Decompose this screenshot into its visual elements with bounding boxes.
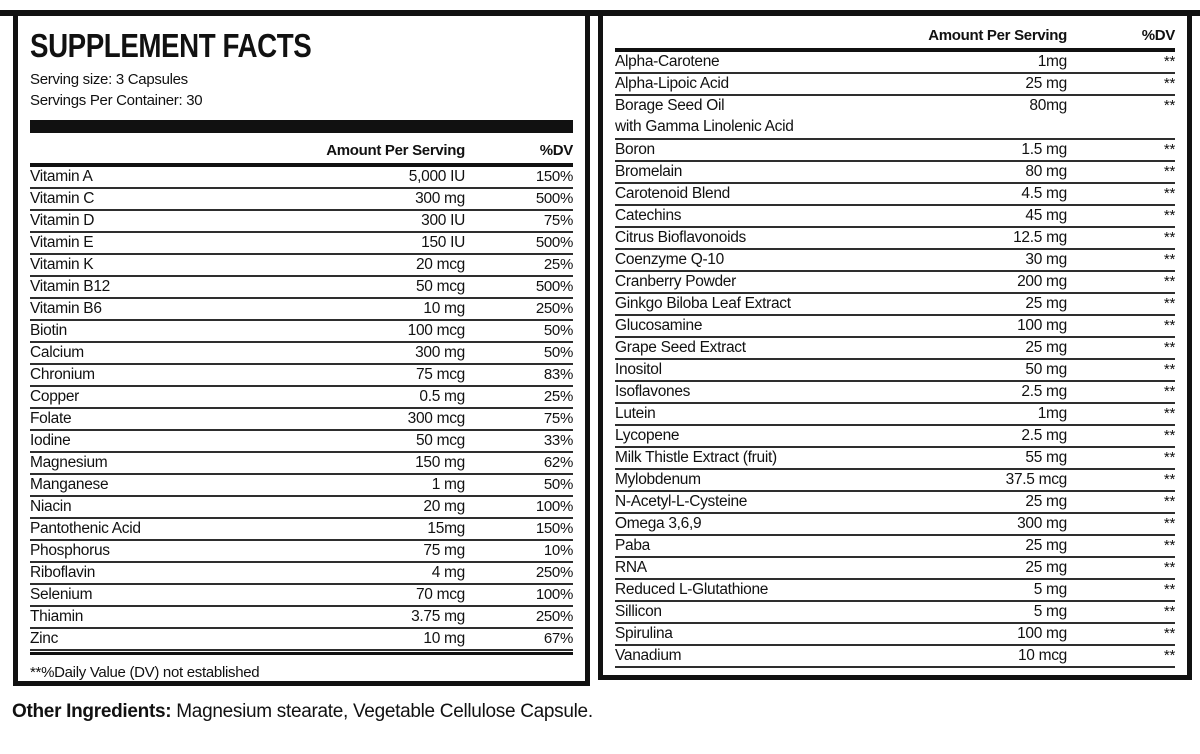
ingredient-name: Milk Thistle Extract (fruit) [615,449,777,466]
dv-value: ** [1163,383,1175,400]
amount-value: 100 mcg [407,322,465,339]
amount-value: 300 mcg [407,410,465,427]
dv-value: 150% [535,168,573,185]
table-row [30,277,573,299]
table-row [30,497,573,519]
amount-per-serving-header: Amount Per Serving [326,142,465,159]
ingredient-name: Citrus Bioflavonoids [615,229,746,246]
table-row [30,387,573,409]
amount-value: 150 IU [421,234,465,251]
dv-value: ** [1163,647,1175,664]
dv-value: ** [1163,361,1175,378]
ingredient-name: Lycopene [615,427,680,444]
amount-value: 150 mg [415,454,465,471]
ingredient-name: Copper [30,388,80,405]
ingredient-name: Spirulina [615,625,673,642]
amount-value: 1mg [1037,53,1067,70]
dv-value: 500% [535,190,573,207]
ingredient-name: Vitamin D [30,212,95,229]
table-row [30,409,573,431]
amount-value: 300 IU [421,212,465,229]
table-row [30,321,573,343]
ingredient-name: Alpha-Carotene [615,53,720,70]
ingredient-name: Riboflavin [30,564,96,581]
amount-value: 50 mg [1025,361,1067,378]
dv-value: 10% [543,542,573,559]
ingredient-name: Phosphorus [30,542,110,559]
right-table-header [615,21,1175,52]
amount-value: 15mg [427,520,465,537]
table-row [615,338,1175,360]
dv-value: 150% [535,520,573,537]
table-row [615,514,1175,536]
table-row [30,453,573,475]
dv-value: ** [1163,449,1175,466]
table-row [615,206,1175,228]
table-row [615,184,1175,206]
dv-value: 250% [535,300,573,317]
dv-value: 75% [543,410,573,427]
other-ingredients-line [12,701,1200,723]
other-ingredients-text: Magnesium stearate, Vegetable Cellulose Capsule. [171,701,593,722]
dv-value: 250% [535,564,573,581]
amount-value: 75 mcg [415,366,465,383]
amount-value: 25 mg [1025,559,1067,576]
dv-value: ** [1163,163,1175,180]
amount-value: 200 mg [1017,273,1067,290]
dv-value: ** [1163,75,1175,92]
supplement-facts-panel [13,16,590,686]
table-row [30,343,573,365]
ingredient-name: Selenium [30,586,93,603]
amount-value: 2.5 mg [1021,383,1067,400]
table-row [615,602,1175,624]
amount-per-serving-header: Amount Per Serving [928,27,1067,44]
ingredient-name: Vitamin A [30,168,93,185]
amount-value: 25 mg [1025,339,1067,356]
ingredient-name: Ginkgo Biloba Leaf Extract [615,295,791,312]
ingredient-name: Mylobdenum [615,471,701,488]
dv-value: 100% [535,498,573,515]
ingredient-name: Pantothenic Acid [30,520,141,537]
amount-value: 20 mcg [415,256,465,273]
dv-value: 100% [535,586,573,603]
dv-value: ** [1163,339,1175,356]
left-table-rows [30,167,573,651]
ingredient-name: Grape Seed Extract [615,339,746,356]
ingredient-name: Inositol [615,361,662,378]
dv-value: ** [1163,515,1175,532]
dv-value: 83% [543,366,573,383]
amount-value: 25 mg [1025,537,1067,554]
ingredient-name: Vitamin C [30,190,95,207]
amount-value: 80 mg [1025,163,1067,180]
amount-value: 30 mg [1025,251,1067,268]
amount-value: 100 mg [1017,317,1067,334]
table-row [615,250,1175,272]
ingredient-name: RNA [615,559,647,576]
dv-value: 62% [543,454,573,471]
amount-value: 20 mg [423,498,465,515]
dv-value: ** [1163,559,1175,576]
table-row [615,52,1175,74]
table-row [615,536,1175,558]
table-row [30,233,573,255]
ingredient-name: Bromelain [615,163,683,180]
table-end-line [30,652,573,655]
table-row [30,607,573,629]
table-row [615,74,1175,96]
dv-value: ** [1163,251,1175,268]
table-row [30,519,573,541]
other-ingredients-label: Other Ingredients: [12,701,172,722]
ingredient-name: Alpha-Lipoic Acid [615,75,729,92]
table-row [615,404,1175,426]
ingredient-name: Vitamin K [30,256,94,273]
dv-value: ** [1163,625,1175,642]
serving-size-text: Serving size: 3 Capsules [30,71,188,88]
ingredient-name: Carotenoid Blend [615,185,730,202]
ingredient-name: Isoflavones [615,383,691,400]
dv-value: ** [1163,229,1175,246]
amount-value: 300 mg [415,190,465,207]
ingredient-name: Niacin [30,498,72,515]
table-row [30,475,573,497]
ingredient-name: Cranberry Powder [615,273,736,290]
amount-value: 70 mcg [415,586,465,603]
ingredient-name: N-Acetyl-L-Cysteine [615,493,748,510]
table-row [615,558,1175,580]
amount-value: 4 mg [431,564,465,581]
ingredient-name: Borage Seed Oil with Gamma Linolenic Acid [615,96,882,138]
dv-value: ** [1163,493,1175,510]
amount-value: 12.5 mg [1013,229,1067,246]
ingredient-name: Manganese [30,476,109,493]
table-row [615,470,1175,492]
table-row [615,162,1175,184]
table-row [615,360,1175,382]
table-row [615,294,1175,316]
amount-value: 2.5 mg [1021,427,1067,444]
table-row [30,299,573,321]
amount-value: 3.75 mg [411,608,465,625]
table-row [30,431,573,453]
dv-value: 75% [543,212,573,229]
amount-value: 1.5 mg [1021,141,1067,158]
dv-value: 250% [535,608,573,625]
table-row [30,541,573,563]
ingredient-name: Coenzyme Q-10 [615,251,724,268]
dv-value: ** [1163,317,1175,334]
table-row [30,211,573,233]
ingredient-name: Sillicon [615,603,662,620]
dv-footnote: **%Daily Value (DV) not established [30,664,260,681]
table-row [30,255,573,277]
dv-value: 500% [535,234,573,251]
page-title: SUPPLEMENT FACTS [30,27,312,64]
amount-value: 25 mg [1025,295,1067,312]
amount-value: 50 mcg [415,278,465,295]
serving-info [30,69,573,111]
dv-value: ** [1163,97,1175,114]
amount-value: 10 mcg [1017,647,1067,664]
table-row [615,140,1175,162]
dv-value: ** [1163,185,1175,202]
dv-header: %DV [539,142,573,159]
ingredient-name: Biotin [30,322,67,339]
amount-value: 50 mcg [415,432,465,449]
dv-value: ** [1163,207,1175,224]
ingredient-name: Magnesium [30,454,108,471]
amount-value: 10 mg [423,300,465,317]
dv-value: ** [1163,537,1175,554]
amount-value: 5 mg [1033,581,1067,598]
ingredient-name: Thiamin [30,608,84,625]
amount-value: 5,000 IU [408,168,465,185]
ingredient-name: Catechins [615,207,682,224]
left-table-header [30,137,573,167]
amount-value: 1 mg [431,476,465,493]
amount-value: 300 mg [415,344,465,361]
ingredient-name: Omega 3,6,9 [615,515,702,532]
amount-value: 100 mg [1017,625,1067,642]
ingredient-name-line2: with Gamma Linolenic Acid [615,118,794,135]
table-row [615,426,1175,448]
table-row [615,382,1175,404]
amount-value: 25 mg [1025,493,1067,510]
ingredient-name: Lutein [615,405,656,422]
ingredient-name: Reduced L-Glutathione [615,581,769,598]
dv-value: 50% [543,322,573,339]
table-row [30,365,573,387]
ingredient-name: Iodine [30,432,71,449]
amount-value: 4.5 mg [1021,185,1067,202]
table-row [615,448,1175,470]
right-table-rows [615,52,1175,668]
dv-value: 50% [543,476,573,493]
ingredient-name: Zinc [30,630,59,647]
amount-value: 55 mg [1025,449,1067,466]
amount-value: 1mg [1037,405,1067,422]
amount-value: 37.5 mcg [1005,471,1067,488]
amount-value: 0.5 mg [419,388,465,405]
dv-value: 67% [543,630,573,647]
table-row [615,272,1175,294]
divider-bar [30,120,573,133]
amount-value: 5 mg [1033,603,1067,620]
ingredient-name: Vanadium [615,647,682,664]
table-row [615,316,1175,338]
table-row [615,580,1175,602]
ingredient-name: Folate [30,410,72,427]
dv-value: ** [1163,581,1175,598]
ingredient-name: Paba [615,537,650,554]
dv-value: ** [1163,295,1175,312]
extended-ingredients-panel [598,16,1192,680]
ingredient-name: Calcium [30,344,84,361]
table-row [30,189,573,211]
dv-value: 33% [543,432,573,449]
dv-value: ** [1163,273,1175,290]
ingredient-name: Chronium [30,366,95,383]
ingredient-name: Boron [615,141,655,158]
amount-value: 300 mg [1017,515,1067,532]
panels-row [13,16,1200,686]
ingredient-name: Glucosamine [615,317,703,334]
table-row [30,563,573,585]
dv-header: %DV [1141,27,1175,44]
dv-value: ** [1163,603,1175,620]
dv-value: ** [1163,141,1175,158]
amount-value: 75 mg [423,542,465,559]
ingredient-name: Vitamin B12 [30,278,110,295]
dv-value: ** [1163,53,1175,70]
table-row [615,96,1175,140]
table-row [615,646,1175,668]
table-row [30,167,573,189]
dv-value: 25% [543,256,573,273]
dv-value: 500% [535,278,573,295]
table-row [30,629,573,651]
table-row [615,492,1175,514]
table-row [615,228,1175,250]
table-row [615,624,1175,646]
table-row [30,585,573,607]
dv-value: 50% [543,344,573,361]
amount-value: 10 mg [423,630,465,647]
dv-value: ** [1163,405,1175,422]
amount-value: 80mg [1029,97,1067,114]
amount-value: 25 mg [1025,75,1067,92]
servings-per-container-text: Servings Per Container: 30 [30,92,203,109]
amount-value: 45 mg [1025,207,1067,224]
dv-value: 25% [543,388,573,405]
dv-value: ** [1163,427,1175,444]
dv-value: ** [1163,471,1175,488]
ingredient-name: Vitamin B6 [30,300,102,317]
ingredient-name: Vitamin E [30,234,94,251]
